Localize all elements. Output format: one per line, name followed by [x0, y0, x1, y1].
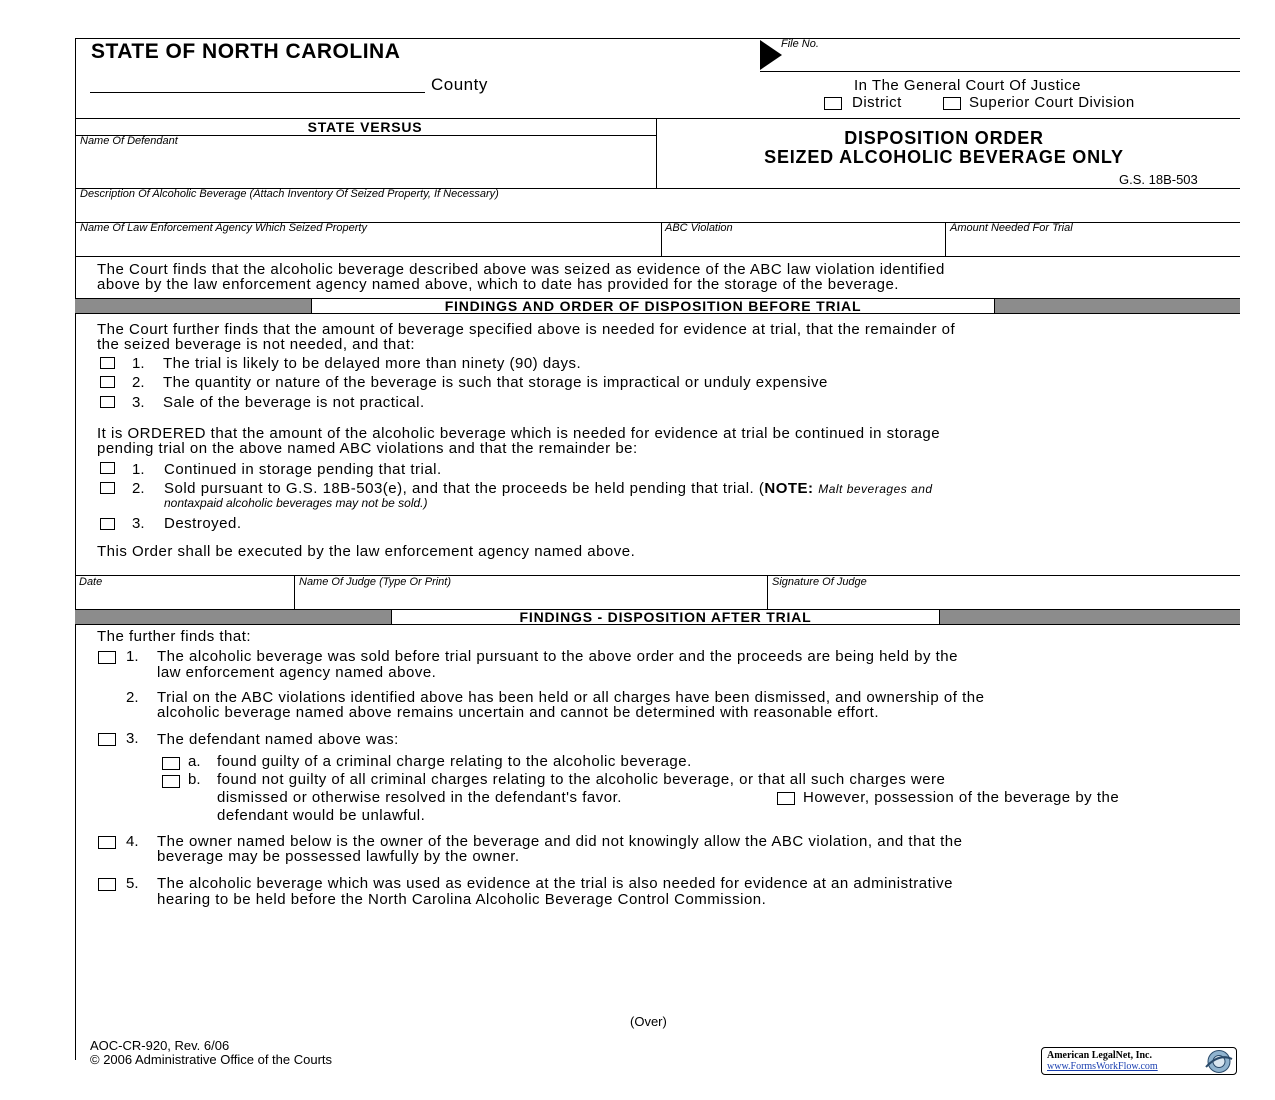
finding1-checkbox[interactable] [100, 357, 115, 369]
after2-num: 2. [126, 689, 139, 706]
violation-field[interactable] [667, 236, 939, 254]
county-field[interactable] [90, 92, 425, 93]
form-title-line1: DISPOSITION ORDER [844, 128, 1044, 148]
after-intro: The further finds that: [97, 628, 252, 645]
after3b-however: However, possession of the beverage by the [803, 789, 1120, 806]
after3b-letter: b. [188, 771, 201, 788]
before-intro-line1: The Court further finds that the amount of beverage specified above is needed for evidence at trial, that the remainder of [97, 321, 956, 338]
finding3-num: 3. [132, 394, 145, 411]
form-title-line2: SEIZED ALCOHOLIC BEVERAGE ONLY [764, 147, 1124, 167]
after1-checkbox[interactable] [98, 651, 116, 664]
finding2-checkbox[interactable] [100, 376, 115, 388]
judge-name-label: Name Of Judge (Type Or Print) [299, 576, 452, 588]
after1-line1: The alcoholic beverage was sold before trial pursuant to the above order and the proceeds are being held by the [157, 648, 958, 665]
finding2-num: 2. [132, 374, 145, 391]
agency-field[interactable] [82, 236, 652, 254]
form-id: AOC-CR-920, Rev. 6/06 [90, 1038, 230, 1053]
order2-note-line2: nontaxpaid alcoholic beverages may not be sold.) [164, 496, 428, 510]
order3-num: 3. [132, 515, 145, 532]
before-intro-line2: the seized beverage is not needed, and that: [97, 336, 416, 353]
globe-icon [1202, 1049, 1234, 1074]
file-no-label: File No. [781, 38, 819, 50]
before-trial-title: FINDINGS AND ORDER OF DISPOSITION BEFORE TRIAL [311, 298, 995, 314]
order2-text [164, 481, 933, 497]
intro-line1: The Court finds that the alcoholic beverage described above was seized as evidence of the ABC law violation identified [97, 261, 945, 278]
intro-line2: above by the law enforcement agency named above, which to date has provided for the storage of the beverage. [97, 276, 899, 293]
state-title: STATE OF NORTH CAROLINA [91, 40, 401, 63]
finding1-num: 1. [132, 355, 145, 372]
after3-checkbox[interactable] [98, 733, 116, 746]
order2-main: Sold pursuant to G.S. 18B-503(e), and that the proceeds be held pending that trial. ( [164, 480, 765, 497]
violation-divider [945, 222, 946, 256]
order1-num: 1. [132, 461, 145, 478]
agency-label: Name Of Law Enforcement Agency Which Seized Property [80, 222, 367, 234]
district-checkbox[interactable] [824, 97, 842, 110]
order1-text: Continued in storage pending that trial. [164, 461, 442, 478]
over-label: (Over) [630, 1014, 667, 1029]
date-divider [294, 575, 295, 609]
amount-label: Amount Needed For Trial [950, 222, 1073, 234]
file-no-field[interactable] [760, 71, 1240, 72]
after3a-checkbox[interactable] [162, 757, 180, 770]
description-field[interactable] [82, 202, 1232, 220]
signature-label: Signature Of Judge [772, 576, 867, 588]
after5-line2: hearing to be held before the North Carolina Alcoholic Beverage Control Commission. [157, 891, 767, 908]
violation-label: ABC Violation [665, 222, 733, 234]
after3b-line1: found not guilty of all criminal charges relating to the alcoholic beverage, or that all such charges were [217, 771, 946, 788]
order1-checkbox[interactable] [100, 462, 115, 474]
after3a-letter: a. [188, 753, 201, 770]
date-field[interactable] [82, 590, 287, 606]
superior-label: Superior Court Division [969, 94, 1135, 111]
form-left-border [75, 38, 76, 1060]
after3-num: 3. [126, 730, 139, 747]
after5-line1: The alcoholic beverage which was used as evidence at the trial is also needed for evidence at an administrative [157, 875, 953, 892]
after4-line2: beverage may be possessed lawfully by the owner. [157, 848, 520, 865]
agency-divider [661, 222, 662, 256]
district-label: District [852, 94, 902, 111]
judge-name-field[interactable] [301, 590, 761, 606]
finding1-text: The trial is likely to be delayed more than ninety (90) days. [163, 355, 582, 372]
defendant-field[interactable] [82, 148, 652, 184]
copyright: © 2006 Administrative Office of the Courts [90, 1052, 333, 1067]
after4-checkbox[interactable] [98, 836, 116, 849]
after4-line1: The owner named below is the owner of the beverage and did not knowingly allow the ABC violation, and that the [157, 833, 963, 850]
order-line2: pending trial on the above named ABC violations and that the remainder be: [97, 440, 638, 457]
order2-checkbox[interactable] [100, 482, 115, 494]
state-versus: STATE VERSUS [307, 119, 423, 135]
after5-num: 5. [126, 875, 139, 892]
after2-line1: Trial on the ABC violations identified above has been held or all charges have been dismissed, and ownership of the [157, 689, 985, 706]
order2-note-text: Malt beverages and [818, 482, 933, 496]
after1-line2: law enforcement agency named above. [157, 664, 437, 681]
after3b-checkbox[interactable] [162, 775, 180, 788]
logo-company: American LegalNet, Inc. [1047, 1050, 1152, 1061]
american-legalnet-logo[interactable] [1041, 1047, 1237, 1075]
amount-field[interactable] [952, 236, 1232, 254]
order2-num: 2. [132, 480, 145, 497]
finding3-checkbox[interactable] [100, 396, 115, 408]
finding2-text: The quantity or nature of the beverage is such that storage is impractical or unduly expensive [163, 374, 828, 391]
form-top-border [75, 38, 1240, 39]
judge-divider [767, 575, 768, 609]
after4-num: 4. [126, 833, 139, 850]
date-label: Date [79, 576, 103, 588]
caption-bottom-rule [75, 256, 1240, 257]
superior-checkbox[interactable] [943, 97, 961, 110]
after5-checkbox[interactable] [98, 878, 116, 891]
after3b-line3: defendant would be unlawful. [217, 807, 426, 824]
after2-line2: alcoholic beverage named above remains uncertain and cannot be determined with reasonable effort. [157, 704, 879, 721]
execute-text: This Order shall be executed by the law enforcement agency named above. [97, 543, 636, 560]
after3a-text: found guilty of a criminal charge relating to the alcoholic beverage. [217, 753, 692, 770]
statute-ref: G.S. 18B-503 [1119, 172, 1198, 187]
county-label: County [431, 75, 488, 94]
court-title: In The General Court Of Justice [854, 77, 1081, 94]
description-label: Description Of Alcoholic Beverage (Attach Inventory Of Seized Property, If Necessary) [80, 188, 499, 200]
order3-text: Destroyed. [164, 515, 242, 532]
after3b-line2: dismissed or otherwise resolved in the defendant's favor. [217, 789, 622, 806]
signature-field[interactable] [774, 590, 1234, 606]
order2-note-label: NOTE: [764, 480, 814, 497]
signature-top-rule [75, 575, 1240, 576]
order3-checkbox[interactable] [100, 518, 115, 530]
after-trial-title: FINDINGS - DISPOSITION AFTER TRIAL [391, 609, 940, 625]
order-line1: It is ORDERED that the amount of the alcoholic beverage which is needed for evidence at trial be continued in storage [97, 425, 941, 442]
after3-text: The defendant named above was: [157, 731, 399, 748]
after1-num: 1. [126, 648, 139, 665]
defendant-label: Name Of Defendant [80, 135, 178, 147]
logo-url[interactable]: www.FormsWorkFlow.com [1047, 1061, 1158, 1072]
finding3-text: Sale of the beverage is not practical. [163, 394, 425, 411]
unlawful-checkbox[interactable] [777, 792, 795, 805]
